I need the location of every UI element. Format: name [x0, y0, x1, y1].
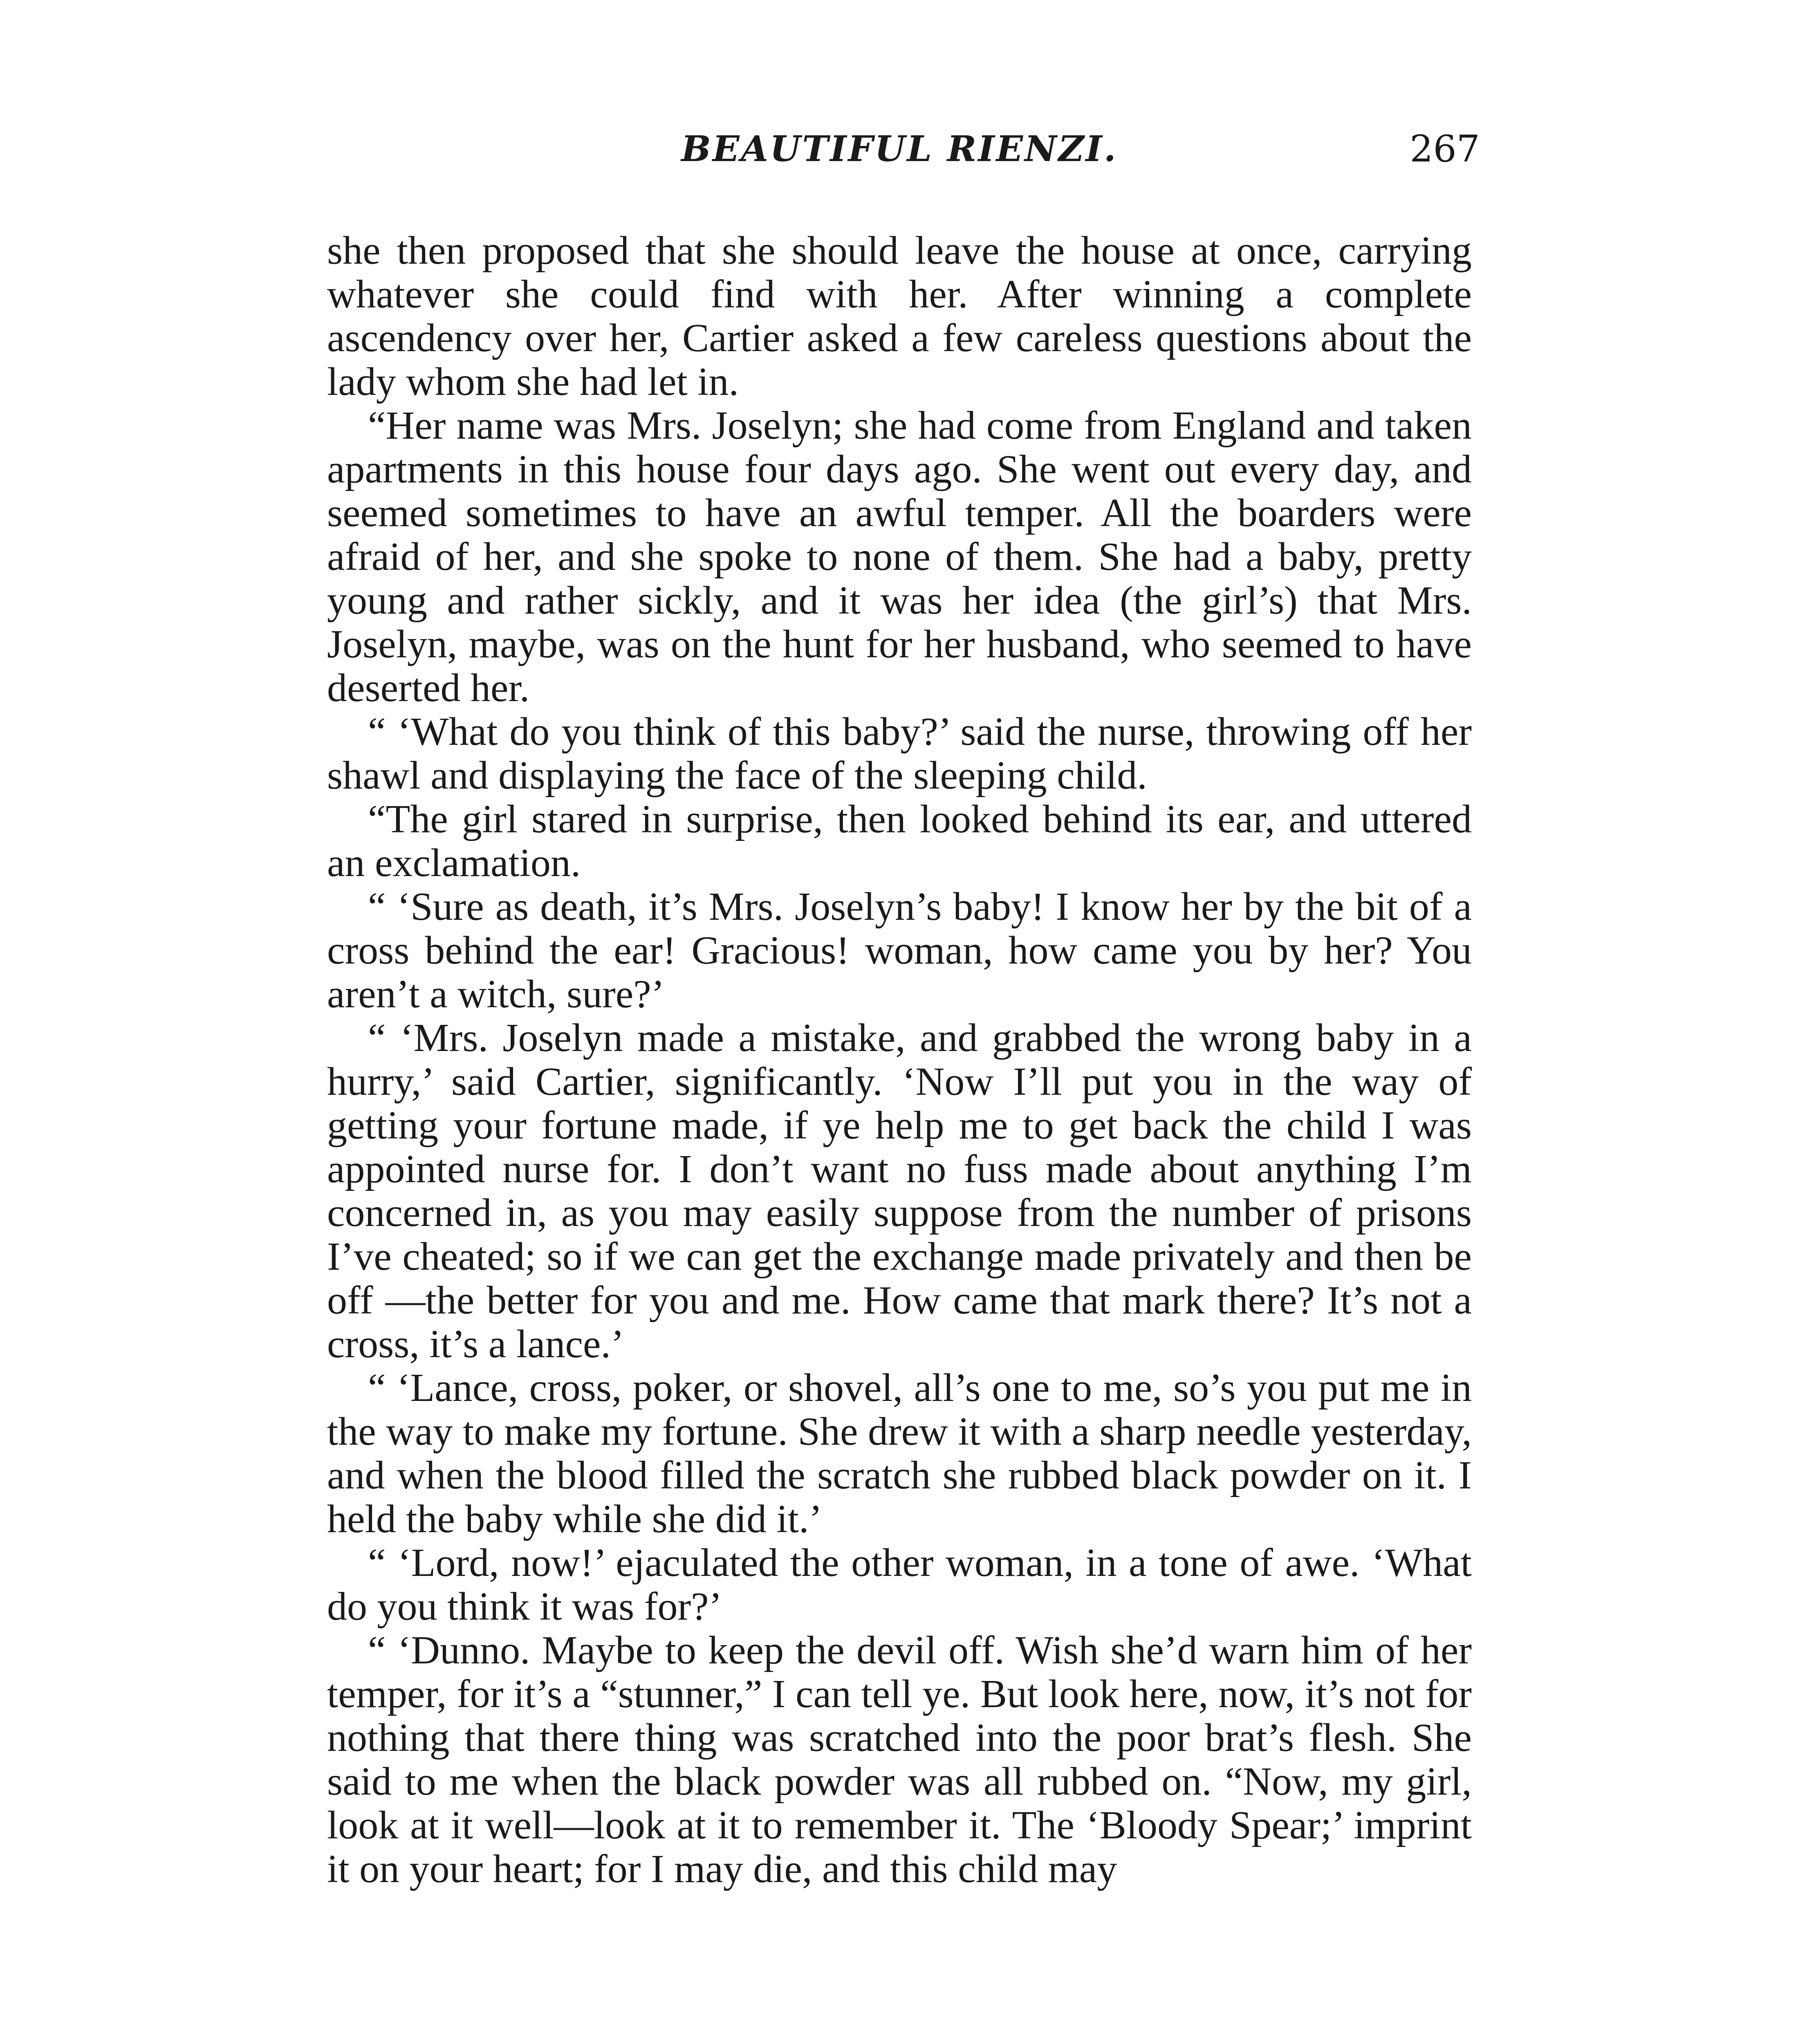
- paragraph-9: “ ‘Dunno. Maybe to keep the devil off. Wish she’d warn him of her temper, for it’s a “stunner,” I can tell ye. But look here, now, it’s not for nothing that there thing was scratched into the poor brat’s flesh. She said to me when the black powder was all rubbed on. “Now, my girl, look at it well—look at it to remember it. The ‘Bloody Spear;’ imprint it on your heart; for I may die, and this child may: [327, 1628, 1472, 1891]
- page-number: 267: [1410, 128, 1480, 170]
- paragraph-3: “ ‘What do you think of this baby?’ said the nurse, throwing off her shawl and displaying the face of the sleeping child.: [327, 710, 1472, 798]
- paragraph-7: “ ‘Lance, cross, poker, or shovel, all’s one to me, so’s you put me in the way to make my fortune. She drew it with a sharp needle yesterday, and when the blood filled the scratch she rubbed black powder on it. I held the baby while she did it.’: [327, 1366, 1472, 1541]
- paragraph-1: she then proposed that she should leave the house at once, carrying whatever she could find with her. After winning a complete ascendency over her, Cartier asked a few careless questions about the lady whom she had let in.: [327, 229, 1472, 404]
- paragraph-8: “ ‘Lord, now!’ ejaculated the other woman, in a tone of awe. ‘What do you think it was for?’: [327, 1541, 1472, 1629]
- running-head: [327, 123, 1480, 176]
- body-text: [327, 229, 1472, 1891]
- paragraph-5: “ ‘Sure as death, it’s Mrs. Joselyn’s baby! I know her by the bit of a cross behind the ear! Gracious! woman, how came you by her? You aren’t a witch, sure?’: [327, 885, 1472, 1016]
- paragraph-2: “Her name was Mrs. Joselyn; she had come from England and taken apartments in this house four days ago. She went out every day, and seemed sometimes to have an awful temper. All the boarders were afraid of her, and she spoke to none of them. She had a baby, pretty young and rather sickly, and it was her idea (the girl’s) that Mrs. Joselyn, maybe, was on the hunt for her husband, who seemed to have deserted her.: [327, 403, 1472, 710]
- running-title: BEAUTIFUL RIENZI.: [681, 128, 1118, 170]
- paragraph-4: “The girl stared in surprise, then looked behind its ear, and uttered an exclamation.: [327, 797, 1472, 885]
- paragraph-6: “ ‘Mrs. Joselyn made a mistake, and grabbed the wrong baby in a hurry,’ said Cartier, significantly. ‘Now I’ll put you in the way of getting your fortune made, if ye help me to get back the child I was appointed nurse for. I don’t want no fuss made about anything I’m concerned in, as you may easily suppose from the number of prisons I’ve cheated; so if we can get the exchange made privately and then be off —the better for you and me. How came that mark there? It’s not a cross, it’s a lance.’: [327, 1016, 1472, 1366]
